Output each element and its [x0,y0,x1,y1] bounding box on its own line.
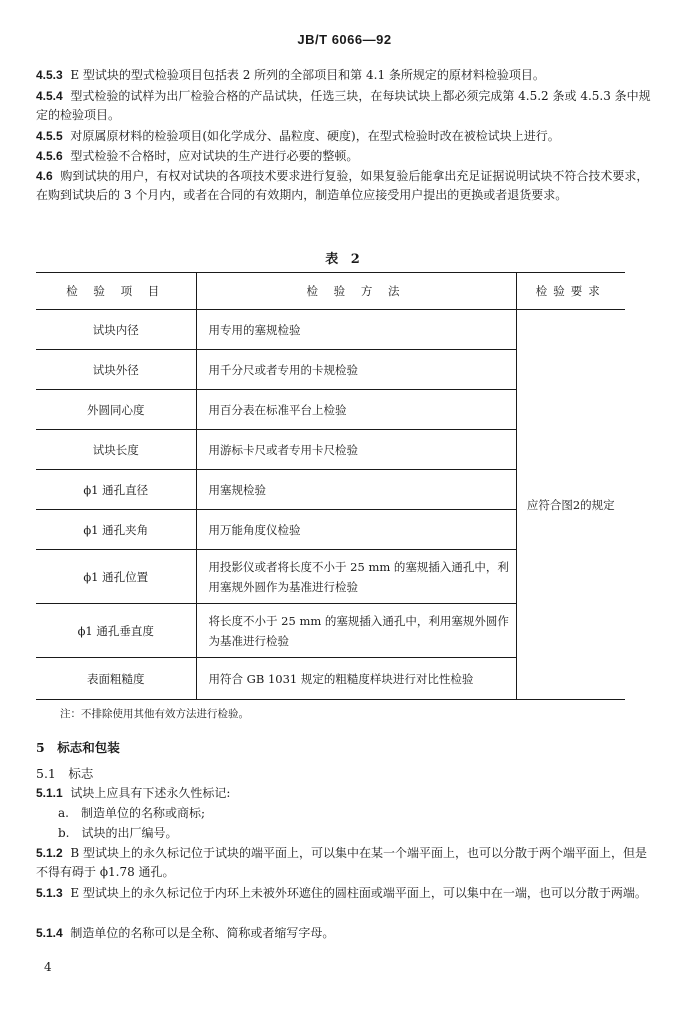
cell-item: 试块内径 [36,310,196,350]
clause-number: 4.5.6 [36,149,63,163]
cell-item: 表面粗糙度 [36,658,196,700]
clause-5-1-1 [36,784,656,803]
cell-item: ϕ1 通孔直径 [36,470,196,510]
clause-4-5-5 [36,127,656,146]
clause-4-5-3 [36,66,656,85]
clause-number: 4.6 [36,169,53,183]
clause-text: 购到试块的用户，有权对试块的各项技术要求进行复验，如果复验后能拿出充足证据说明试块不符合技术要求，在购到试块后的 3 个月内，或者在合同的有效期内，制造单位应接受用户提出的更换或者退货要求。 [36,169,649,202]
cell-method: 将长度不小于 25 mm 的塞规插入通孔中，利用塞规外圆作为基准进行检验 [196,604,516,658]
cell-method: 用投影仪或者将长度不小于 25 mm 的塞规插入通孔中，利用塞规外圆作为基准进行检验 [196,550,516,604]
cell-item: 外圆同心度 [36,390,196,430]
clause-number: 5.1.2 [36,846,63,860]
clause-number: 4.5.3 [36,68,63,82]
clause-text: 型式检验不合格时，应对试块的生产进行必要的整顿。 [70,149,359,163]
clause-text: B 型试块上的永久标记位于试块的端平面上，可以集中在某一个端平面上，也可以分散于两个端平面上，但是不得有碍于 ϕ1.78 通孔。 [36,846,647,879]
clause-number: 5.1.1 [36,786,63,800]
header-requirement: 检验要求 [516,273,625,310]
cell-item: 试块长度 [36,430,196,470]
clause-text: 对原属原材料的检验项目(如化学成分、晶粒度、硬度)，在型式检验时改在被检试块上进行。 [70,129,560,143]
clause-5-1-3 [36,884,656,903]
header-method: 检 验 方 法 [196,273,516,310]
cell-method: 用符合 GB 1031 规定的粗糙度样块进行对比性检验 [196,658,516,700]
clause-number: 4.5.4 [36,89,63,103]
clause-number: 5.1.3 [36,886,63,900]
inspection-table [36,272,625,700]
clause-4-6 [36,167,656,205]
cell-item: 试块外径 [36,350,196,390]
cell-method: 用百分表在标准平台上检验 [196,390,516,430]
cell-method: 用万能角度仪检验 [196,510,516,550]
clause-5-1-4 [36,924,656,943]
clause-number: 5.1.4 [36,926,63,940]
clause-text: 型式检验的试样为出厂检验合格的产品试块，任选三块，在每块试块上都必须完成第 4.5.2 条或 4.5.3 条中规定的检验项目。 [36,89,651,122]
cell-item: ϕ1 通孔垂直度 [36,604,196,658]
clause-5-1-2 [36,844,656,882]
table-caption: 表 2 [325,252,364,267]
clause-text: E 型试块的型式检验项目包括表 2 所列的全部项目和第 4.1 条所规定的原材料检验项目。 [70,68,545,82]
page-number: 4 [44,960,52,974]
list-item: a. 制造单位的名称或商标; [58,806,206,820]
table-note: 注：不排除使用其他有效方法进行检验。 [60,708,249,720]
cell-item: ϕ1 通孔夹角 [36,510,196,550]
cell-requirement: 应符合图2的规定 [516,310,625,700]
clause-text: 制造单位的名称可以是全称、简称或者缩写字母。 [70,926,335,940]
clause-4-5-4 [36,87,656,125]
cell-method: 用专用的塞规检验 [196,310,516,350]
cell-method: 用游标卡尺或者专用卡尺检验 [196,430,516,470]
section-5-1-title: 5.1 标志 [36,766,94,781]
cell-item: ϕ1 通孔位置 [36,550,196,604]
cell-method: 用塞规检验 [196,470,516,510]
header-item: 检 验 项 目 [36,273,196,310]
clause-text: E 型试块上的永久标记位于内环上未被外环遮住的圆柱面或端平面上，可以集中在一端，也可以分散于两端。 [70,886,647,900]
clause-text: 试块上应具有下述永久性标记: [70,786,231,800]
cell-method: 用千分尺或者专用的卡规检验 [196,350,516,390]
clause-number: 4.5.5 [36,129,63,143]
section-5-title: 5 标志和包装 [36,740,120,755]
clause-4-5-6 [36,147,656,166]
table-header-row [36,273,625,310]
table-row [36,310,625,350]
document-header: JB/T 6066—92 [297,32,392,47]
list-item: b. 试块的出厂编号。 [58,826,178,840]
